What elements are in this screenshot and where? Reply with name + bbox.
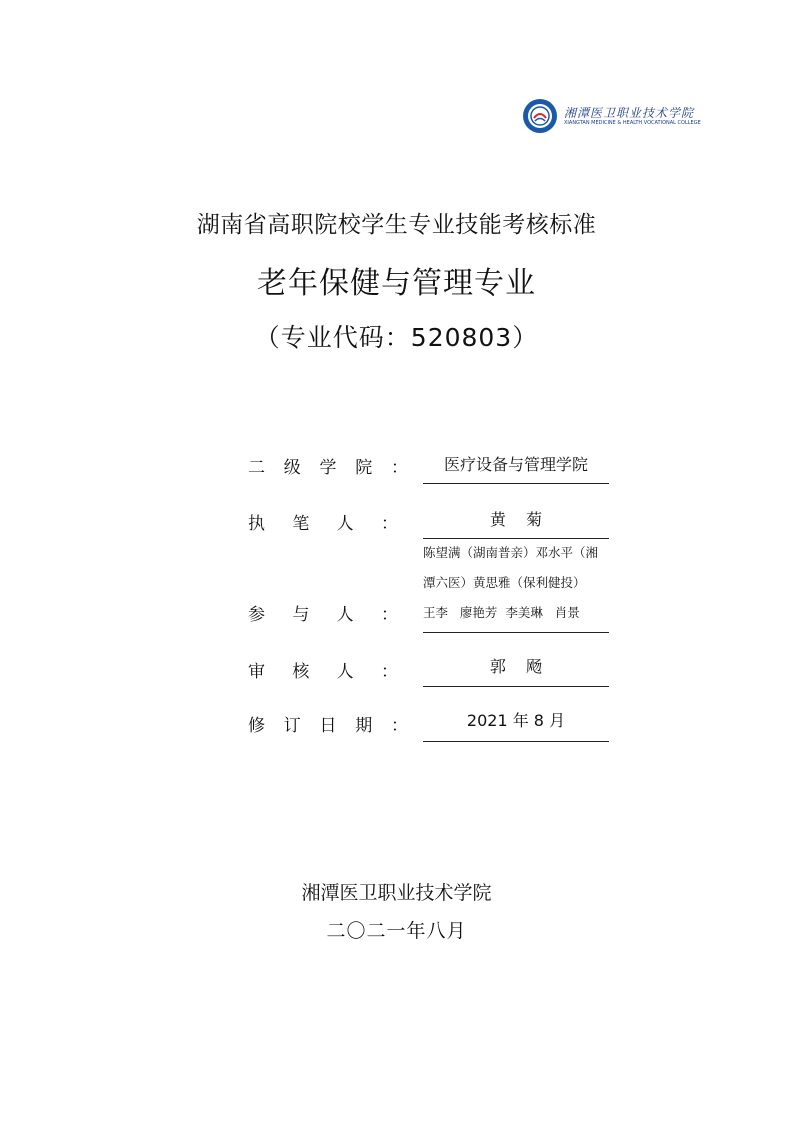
info-value-school: 医疗设备与管理学院 [423, 450, 609, 484]
footer-date: 二〇二一年八月 [326, 920, 467, 942]
participants-line-2: 潭六医）黄思雅（保利健投） [423, 575, 586, 590]
college-logo [522, 98, 701, 134]
info-value-date: 2021 年 8 月 [423, 708, 609, 742]
document-title-major: 老年保健与管理专业 [257, 266, 536, 301]
info-value-author: 黄 菊 [423, 506, 609, 539]
info-label-author: 执 笔 人 ： [248, 514, 398, 534]
participants-line-1: 陈望满（湖南普亲）邓水平（湘 [423, 545, 599, 560]
info-label-participants: 参 与 人 ： [248, 605, 398, 625]
info-label-school: 二 级 学 院 ： [248, 458, 408, 478]
participants-line-3: 王李 廖艳芳 李美琳 肖景 [423, 605, 580, 620]
logo-chinese-name: 湘潭医卫职业技术学院 [564, 105, 695, 120]
info-label-reviewer: 审 核 人 ： [248, 662, 398, 682]
info-value-reviewer: 郭 飏 [423, 654, 609, 687]
document-title-code: （专业代码：520803） [254, 323, 539, 352]
info-value-participants [423, 538, 609, 633]
footer-institution: 湘潭医卫职业技术学院 [301, 882, 492, 904]
logo-english-name: XIANGTAN MEDICINE & HEALTH VOCATIONAL COLLEGE [564, 119, 701, 126]
info-label-date: 修 订 日 期 ： [248, 716, 408, 736]
document-title-line1: 湖南省高职院校学生专业技能考核标准 [196, 212, 597, 238]
college-seal-icon [522, 98, 558, 134]
